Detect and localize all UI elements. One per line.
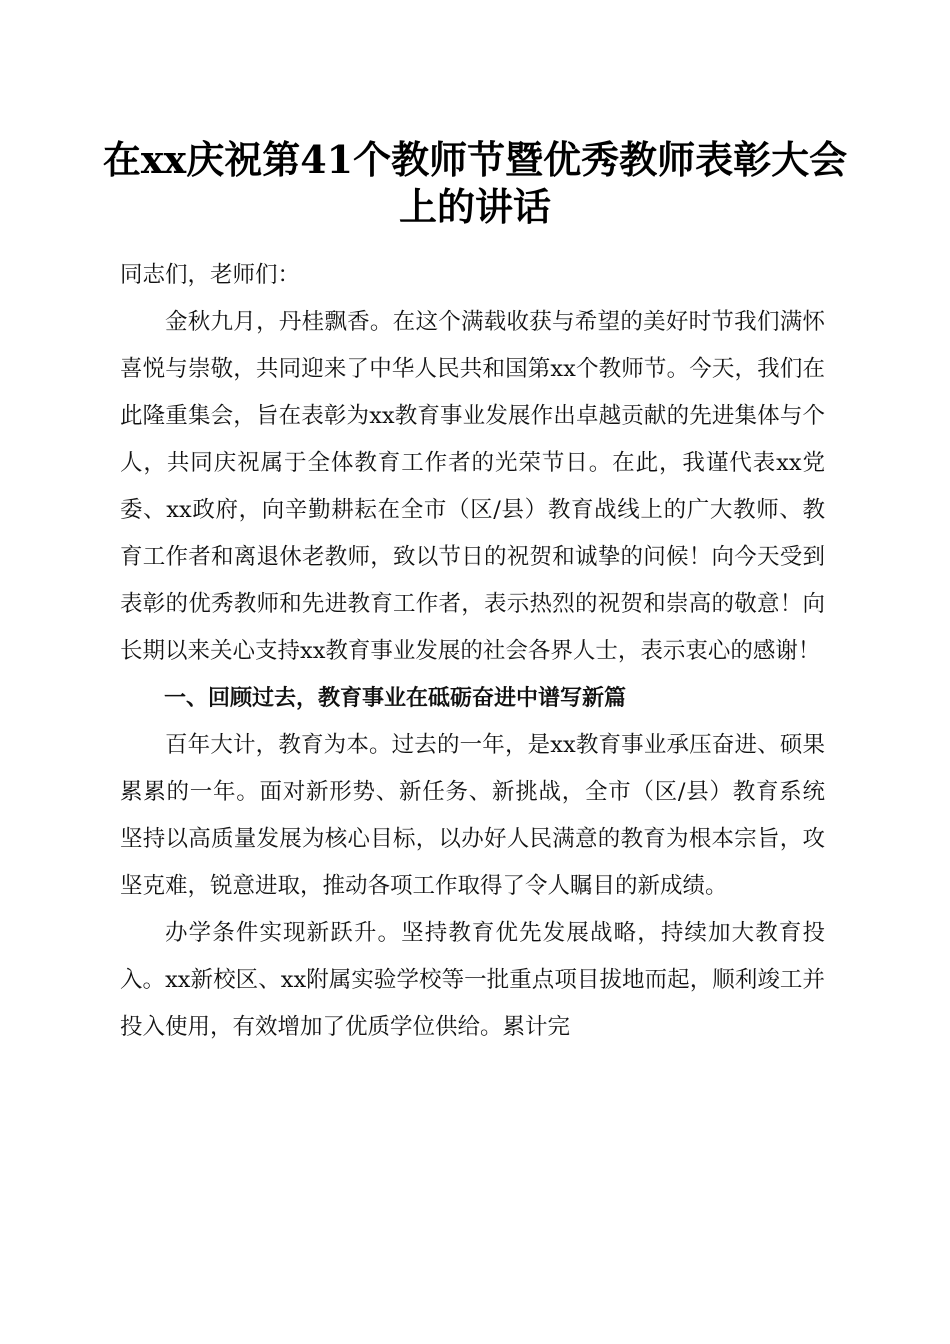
document-title-line-1: 在xx庆祝第41个教师节暨优秀教师表彰大会 [102,137,848,182]
salutation: 同志们，老师们： [120,262,301,288]
section-paragraph: 百年大计，教育为本。过去的一年，是xx教育事业承压奋进、硕果累累的一年。面对新形势、新任务、新挑战，全市（区/县）教育系统坚持以高质量发展为核心目标，以办好人民满意的教育为根本宗旨，攻坚克难，锐意进取，推动各项工作取得了令人瞩目的新成绩。 [120,732,825,899]
document-title-line-2: 上的讲话 [398,184,551,229]
section-paragraph: 办学条件实现新跃升。坚持教育优先发展战略，持续加大教育投入。xx新校区、xx附属实验学校等一批重点项目拔地而起，顺利竣工并投入使用，有效增加了优质学位供给。累计完 [120,920,825,1040]
opening-paragraph: 金秋九月，丹桂飘香。在这个满载收获与希望的美好时节我们满怀喜悦与崇敬，共同迎来了中华人民共和国第xx个教师节。今天，我们在此隆重集会，旨在表彰为xx教育事业发展作出卓越贡献的先进集体与个人，共同庆祝属于全体教育工作者的光荣节日。在此，我谨代表xx党委、xx政府，向辛勤耕耘在全市（区/县）教育战线上的广大教师、教育工作者和离退休老教师，致以节日的祝贺和诚挚的问候！向今天受到表彰的优秀教师和先进教育工作者，表示热烈的祝贺和崇高的敬意！向长期以来关心支持xx教育事业发展的社会各界人士，表示衷心的感谢！ [120,309,825,664]
section-heading: 一、回顾过去，教育事业在砥砺奋进中谱写新篇 [164,686,627,711]
document-body [120,252,825,1051]
